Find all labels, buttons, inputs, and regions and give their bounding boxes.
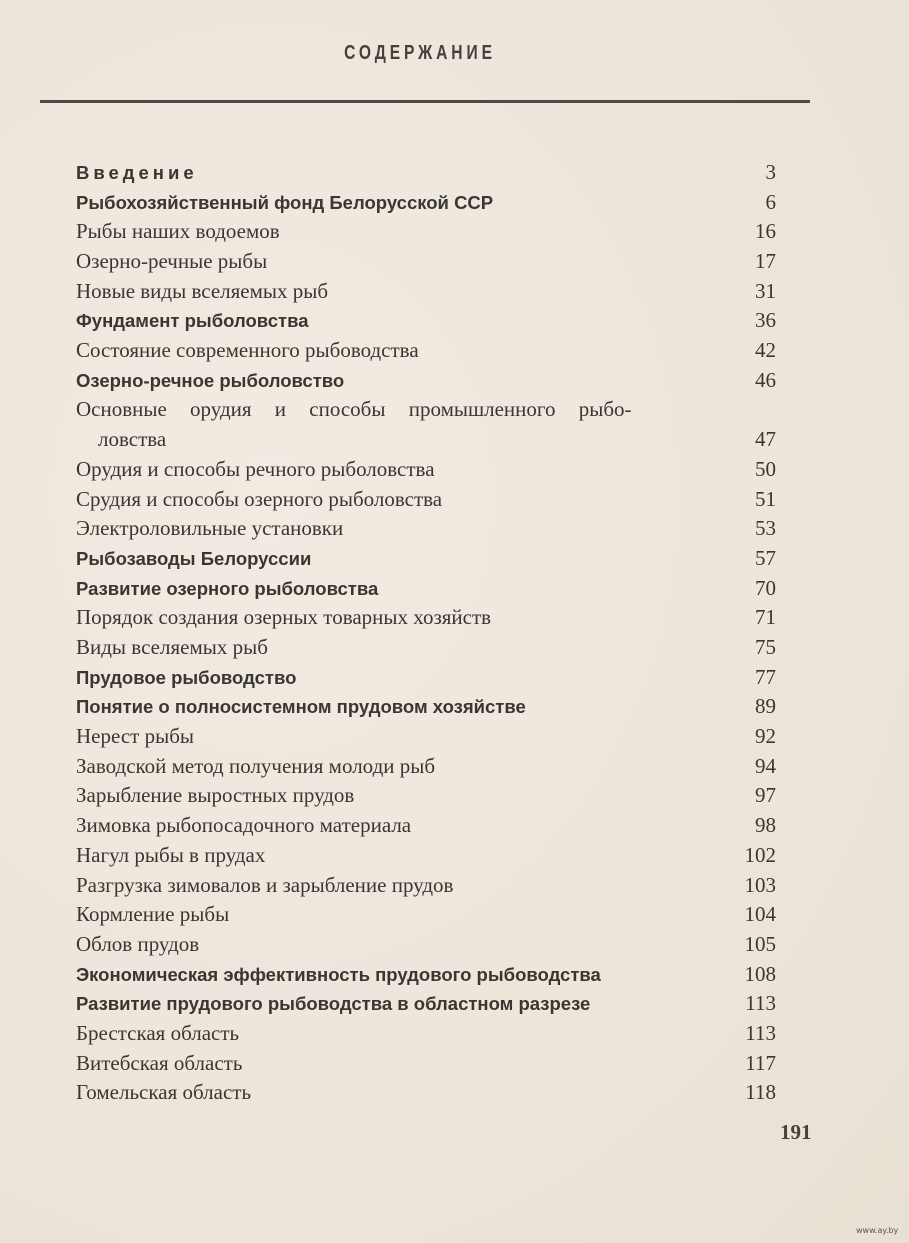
toc-entry-title: Озерно-речное рыболовство [76,369,345,391]
toc-entry-page: 46 [755,367,776,392]
toc-entry-page: 71 [755,605,776,630]
toc-entry-page: 113 [745,991,776,1016]
toc-entry[interactable] [76,366,776,396]
table-of-contents [76,158,776,1108]
toc-entry-title [76,395,632,454]
toc-entry[interactable] [76,960,776,990]
toc-entry-page: 51 [755,486,776,511]
toc-entry-page: 36 [755,308,776,333]
toc-entry-title: Нагул рыбы в прудах [76,842,266,867]
toc-entry-title: Электроловильные установки [76,516,344,541]
toc-entry-page: 104 [744,902,776,927]
toc-entry[interactable] [76,217,776,247]
toc-entry-page: 113 [745,1020,776,1045]
toc-entry-title: Рыбозаводы Белоруссии [76,547,312,569]
toc-entry-page: 53 [755,516,776,541]
toc-entry-title: Развитие озерного рыболовства [76,577,379,599]
toc-entry-title: Рыбы наших водоемов [76,219,280,244]
toc-entry-title-line: Основные орудия и способы промышленного рыбо- [76,397,632,422]
toc-entry-title: Озерно-речные рыбы [76,249,268,274]
toc-entry-page: 105 [744,931,776,956]
toc-entry-title-continuation: ловства [98,427,167,452]
toc-entry-title: Кормление рыбы [76,902,230,927]
toc-entry-title: Прудовое рыбоводство [76,666,297,688]
toc-entry-page: 98 [755,813,776,838]
toc-entry-page: 97 [755,783,776,808]
toc-entry-title: Витебская область [76,1050,243,1075]
title-divider [40,100,810,103]
toc-entry-page: 47 [755,427,776,452]
toc-entry[interactable] [76,188,776,218]
toc-entry-title: Зарыбление выростных прудов [76,783,355,808]
toc-entry-page: 70 [755,575,776,600]
toc-entry[interactable] [76,900,776,930]
toc-entry[interactable] [76,336,776,366]
toc-entry-title: Новые виды вселяемых рыб [76,278,329,303]
toc-entry-page: 6 [765,189,776,214]
toc-entry-title: Порядок создания озерных товарных хозяйств [76,605,492,630]
toc-entry-page: 42 [755,338,776,363]
page-title: СОДЕРЖАНИЕ [344,42,496,64]
toc-entry[interactable] [76,455,776,485]
toc-entry-title: Срудия и способы озерного рыболовства [76,486,443,511]
toc-entry-page: 3 [765,159,776,184]
toc-entry[interactable] [76,781,776,811]
toc-entry-page: 75 [755,635,776,659]
toc-entry[interactable] [76,396,776,455]
toc-entry-page: 108 [744,961,776,986]
toc-entry-page: 92 [755,724,776,749]
toc-entry[interactable] [76,514,776,544]
toc-entry-page: 102 [744,842,776,867]
toc-entry-title: Гомельская область [76,1080,252,1105]
toc-entry[interactable] [76,841,776,871]
toc-entry[interactable] [76,663,776,693]
toc-entry-title: Фундамент рыболовства [76,310,309,332]
toc-entry-title: Облов прудов [76,931,200,956]
toc-entry[interactable] [76,574,776,604]
toc-entry[interactable] [76,603,776,633]
toc-entry-title: Зимовка рыбопосадочного материала [76,813,412,838]
toc-entry-page: 77 [755,664,776,689]
toc-entry-page: 57 [755,545,776,570]
toc-entry-page: 103 [744,872,776,897]
toc-entry-title: Заводской метод получения молоди рыб [76,753,436,778]
toc-entry-title: Введение [76,161,198,183]
toc-entry[interactable] [76,485,776,515]
toc-entry[interactable] [76,633,776,663]
toc-entry[interactable] [76,692,776,722]
toc-entry[interactable] [76,247,776,277]
toc-entry-page: 94 [755,753,776,778]
toc-entry-page: 17 [755,249,776,274]
toc-entry-page: 89 [755,694,776,719]
toc-entry[interactable] [76,930,776,960]
toc-entry[interactable] [76,752,776,782]
toc-entry[interactable] [76,871,776,901]
toc-entry[interactable] [76,1019,776,1049]
toc-entry-page: 118 [745,1080,776,1105]
toc-entry[interactable] [76,989,776,1019]
toc-entry[interactable] [76,544,776,574]
page-number: 191 [780,1120,812,1144]
toc-entry[interactable] [76,1049,776,1079]
toc-entry-title: Состояние современного рыбоводства [76,338,419,363]
toc-entry[interactable] [76,1078,776,1108]
toc-entry-title: Орудия и способы речного рыболовства [76,456,435,481]
toc-entry-title: Нерест рыбы [76,724,194,749]
toc-entry-page: 50 [755,456,776,481]
toc-entry-title: Развитие прудового рыбоводства в областном разрезе [76,993,591,1015]
toc-entry[interactable] [76,306,776,336]
watermark: www.ay.by [856,1226,899,1235]
toc-entry-title: Рыбохозяйственный фонд Белорусской ССР [76,191,494,213]
toc-entry[interactable] [76,811,776,841]
toc-entry[interactable] [76,722,776,752]
toc-entry[interactable] [76,277,776,307]
toc-entry[interactable] [76,158,776,188]
toc-entry-title: Виды вселяемых рыб [76,635,268,659]
toc-entry-page: 31 [755,278,776,303]
toc-entry-page: 16 [755,219,776,244]
toc-entry-title: Разгрузка зимовалов и зарыбление прудов [76,872,454,897]
toc-entry-page: 117 [745,1050,776,1075]
toc-entry-title: Брестская область [76,1020,240,1045]
toc-entry-title: Экономическая эффективность прудового рыбоводства [76,963,601,985]
toc-entry-title: Понятие о полносистемном прудовом хозяйстве [76,696,526,718]
